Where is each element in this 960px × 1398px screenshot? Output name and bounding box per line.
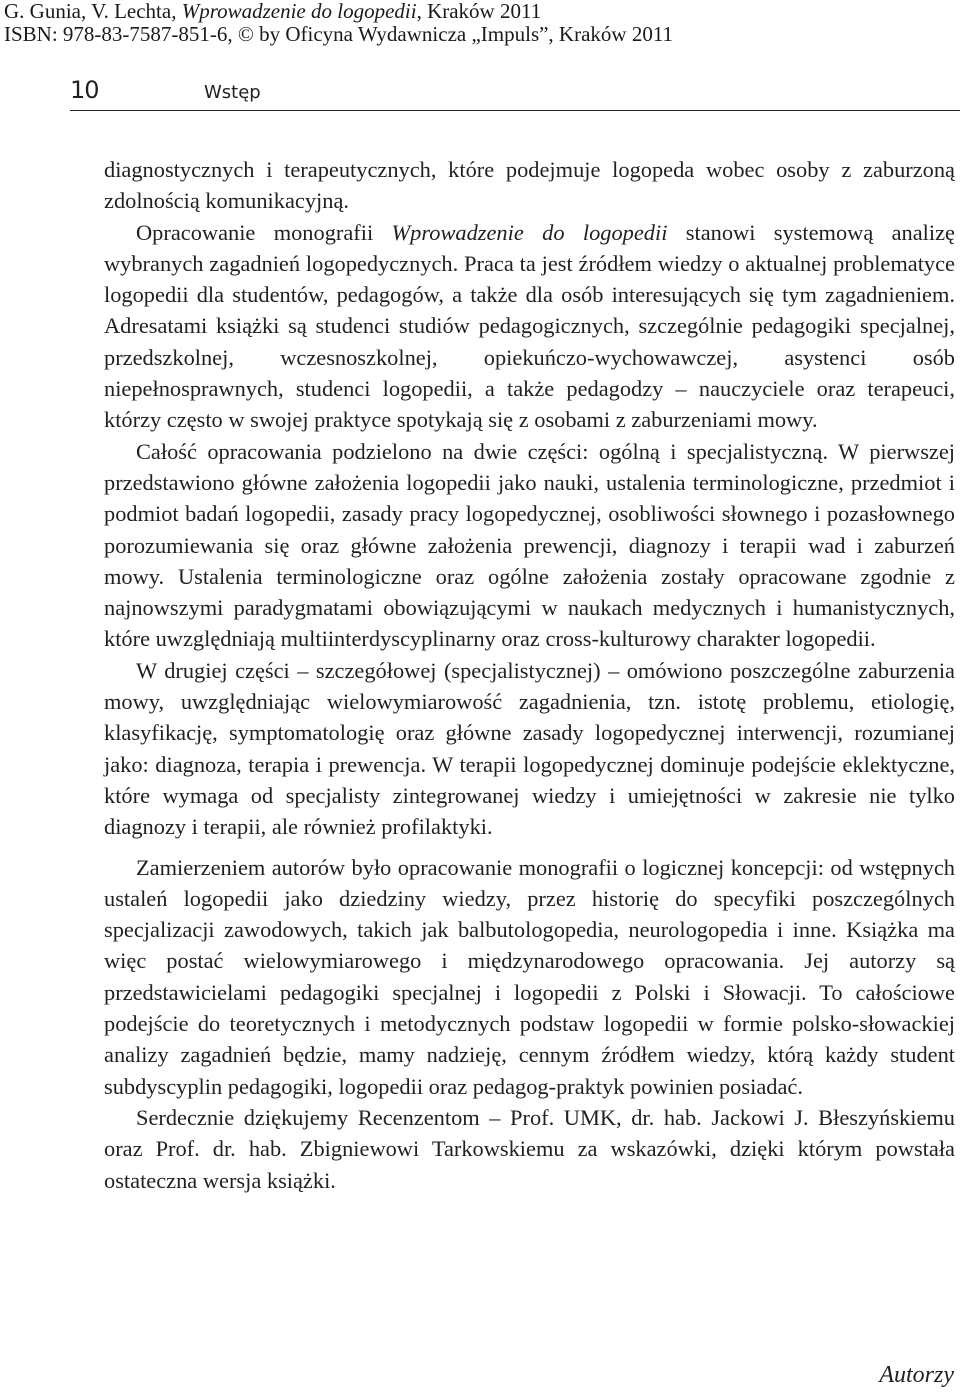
signature-authors: Autorzy [879, 1362, 954, 1388]
citation-book-title: Wprowadzenie do logopedii [181, 0, 417, 23]
section-title: Wstęp [204, 82, 261, 103]
citation-authors: G. Gunia, V. Lechta, [4, 0, 177, 23]
paragraph-5: Zamierzeniem autorów było opracowanie monografii o logicznej koncepcji: od wstępnych ustaleń logopedii jako dziedziny wiedzy, przez historię do specyfiki poszczególnych specjalizacji zawodowych, takich jak balbutologopedia, neurologopedia i inne. Książka ma więc postać wielowymiarowego i międzynarodowego opracowania. Jej autorzy są przedstawicielami pedagogiki specjalnej i logopedii z Polski i Słowacji. To całościowe podejście do teoretycznych i metodycznych podstaw logopedii w formie polsko-słowackiej analizy zagadnień będzie, mamy nadzieję, cennym źródłem wiedzy, którą każdy student subdyscyplin pedagogiki, logopedii oraz pedagog-praktyk powinien posiadać. [104, 854, 955, 1099]
paragraph-2-rest: stanowi systemową analizę wybranych zagadnień logopedycznych. Praca ta jest źródłem wiedzy o aktualnej problematyce logopedii dla studentów, pedagogów, a także dla osób interesujących się tym zagadnieniem. Adresatami książki są studenci studiów pedagogicznych, szczególnie pedagogiki specjalnej, przedszkolnej, wczesnoszkolnej, opiekuńczo-wychowawczej, asystenci osób niepełnosprawnych, studenci logopedii, a także pedagodzy – nauczyciele oraz terapeuci, którzy często w swojej praktyce spotykają się z osobami z zaburzeniami mowy. [104, 219, 955, 433]
citation-line-1 [4, 0, 673, 23]
paragraph-6: Serdecznie dziękujemy Recenzentom – Prof. UMK, dr. hab. Jackowi J. Błeszyńskiemu oraz Prof. dr. hab. Zbigniewowi Tarkowskiemu za wskazówki, dzięki którym powstała ostateczna wersja książki. [104, 1104, 955, 1193]
citation-place-year: , Kraków 2011 [416, 0, 542, 23]
header-rule [70, 110, 960, 111]
citation-line-2: ISBN: 978-83-7587-851-6, © by Oficyna Wydawnicza „Impuls”, Kraków 2011 [4, 22, 674, 46]
citation-header [4, 0, 673, 46]
paragraph-1: diagnostycznych i terapeutycznych, które podejmuje logopeda wobec osoby z zaburzoną zdolnością komunikacyjną. [104, 157, 955, 214]
page-number: 10 [70, 76, 99, 104]
body-text [104, 154, 955, 1196]
book-title-italic: Wprowadzenie do logopedii [391, 219, 668, 245]
paragraph-2 [104, 217, 955, 436]
running-head [70, 76, 960, 108]
paragraph-2-lead: Opracowanie monografii [136, 219, 392, 245]
paragraph-3: Całość opracowania podzielono na dwie części: ogólną i specjalistyczną. W pierwszej przedstawiono główne założenia logopedii jako nauki, ustalenia terminologiczne, przedmiot i podmiot badań logopedii, zasady pracy logopedycznej, osobliwości słownego i pozasłownego porozumiewania się oraz główne założenia prewencji, diagnozy i terapii wad i zaburzeń mowy. Ustalenia terminologiczne oraz ogólne założenia zostały opracowane zgodnie z najnowszymi paradygmatami obowiązującymi w naukach medycznych i humanistycznych, które uwzględniają multiinterdyscyplinarny oraz cross-kulturowy charakter logopedii. [104, 438, 955, 652]
paragraph-4: W drugiej części – szczegółowej (specjalistycznej) – omówiono poszczególne zaburzenia mowy, uwzględniając wielowymiarowość zagadnienia, tzn. istotę problemu, etiologię, klasyfikację, symptomatologię oraz główne zasady logopedycznej interwencji, rozumianej jako: diagnoza, terapia i prewencja. W terapii logopedycznej dominuje podejście eklektyczne, które wymaga od specjalisty zintegrowanej wiedzy i umiejętności w zakresie nie tylko diagnozy i terapii, ale również profilaktyki. [104, 657, 955, 840]
